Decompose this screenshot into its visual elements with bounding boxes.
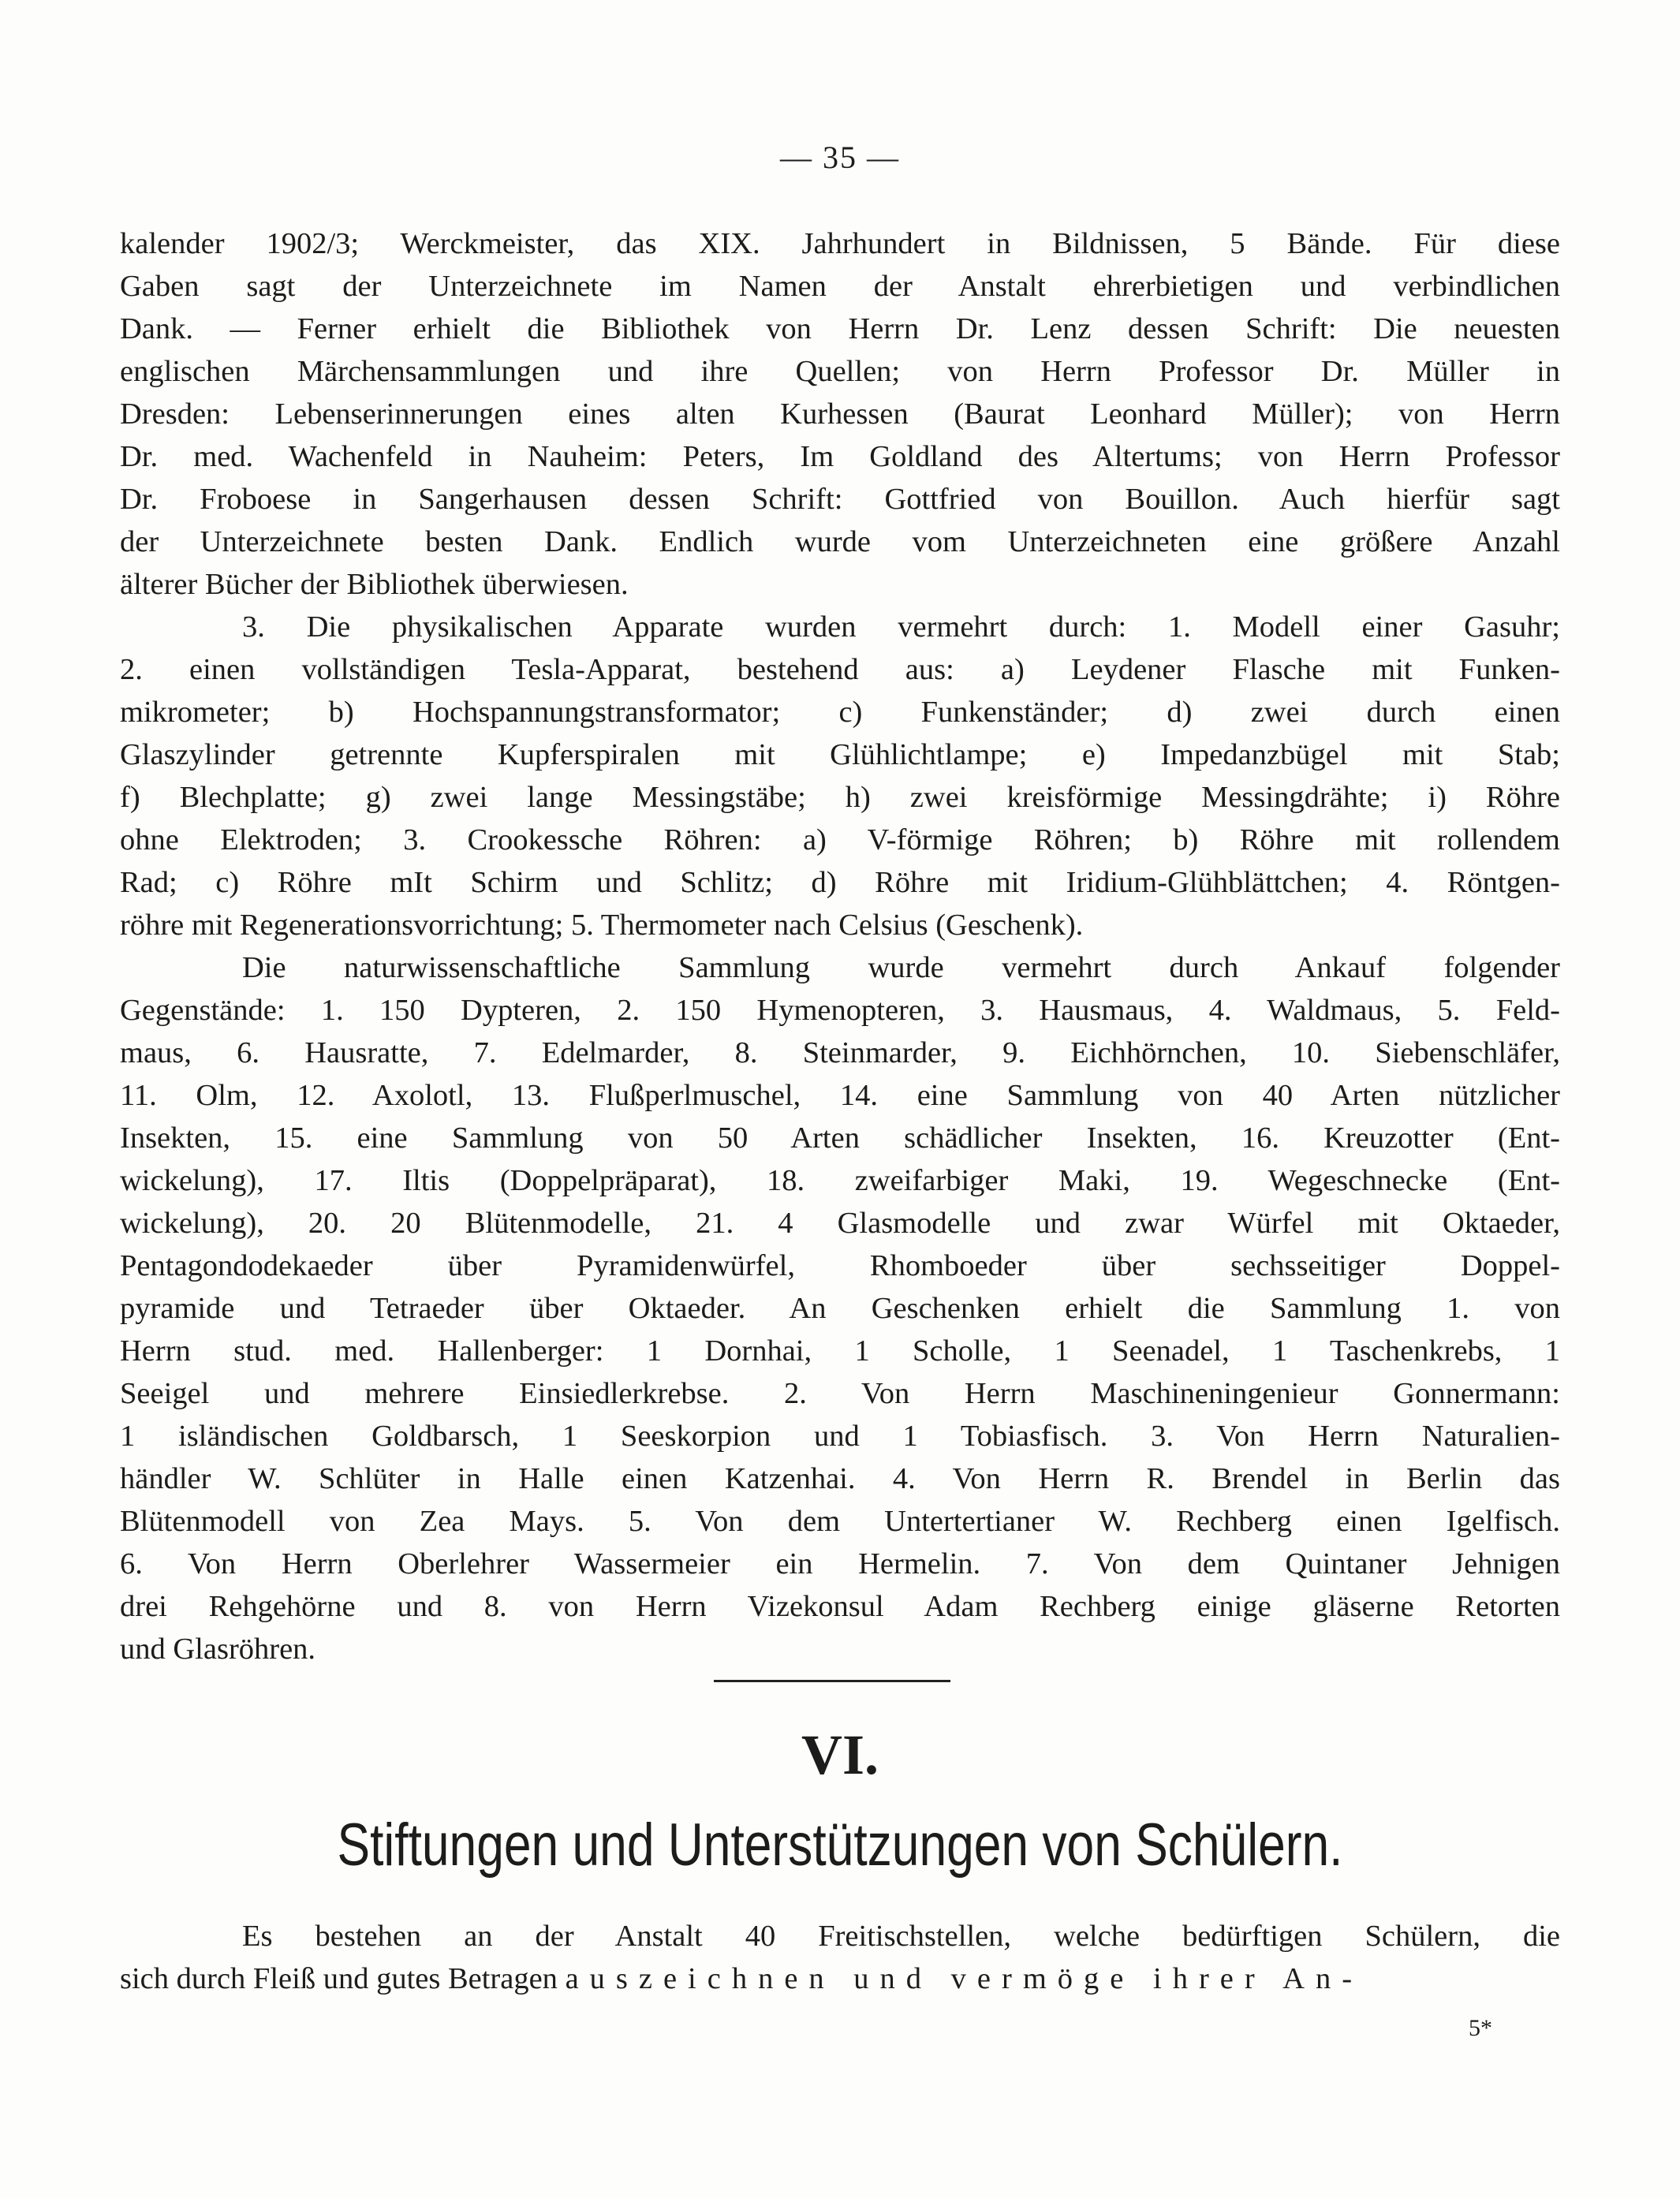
body-line: ohne Elektroden; 3. Crookessche Röhren: a) V-förmige Röhren; b) Röhre mit rollendem	[120, 823, 1560, 856]
body-line: 6. Von Herrn Oberlehrer Wassermeier ein Hermelin. 7. Von dem Quintaner Jehnigen	[120, 1547, 1560, 1580]
body-line: 11. Olm, 12. Axolotl, 13. Flußperlmuschel, 14. eine Sammlung von 40 Arten nützlicher	[120, 1079, 1560, 1112]
paragraph-start-line: Die naturwissenschaftliche Sammlung wurde vermehrt durch Ankauf folgender	[242, 951, 1560, 984]
body-line: Seeigel und mehrere Einsiedlerkrebse. 2. Von Herrn Maschineningenieur Gonnermann:	[120, 1377, 1560, 1410]
body-line: pyramide und Tetraeder über Oktaeder. An Geschenken erhielt die Sammlung 1. von	[120, 1292, 1560, 1325]
body-line: f) Blechplatte; g) zwei lange Messingstäbe; h) zwei kreisförmige Messingdrähte; i) Röhre	[120, 781, 1560, 814]
body-line: Herrn stud. med. Hallenberger: 1 Dornhai, 1 Scholle, 1 Seenadel, 1 Taschenkrebs, 1	[120, 1334, 1560, 1368]
body-line: Rad; c) Röhre mIt Schirm und Schlitz; d) Röhre mit Iridium-Glühblättchen; 4. Röntgen-	[120, 866, 1560, 899]
body-line: älterer Bücher der Bibliothek überwiesen.	[120, 568, 629, 601]
body-line: Dr. med. Wachenfeld in Nauheim: Peters, Im Goldland des Altertums; von Herrn Professor	[120, 440, 1560, 473]
body-line: röhre mit Regenerationsvorrichtung; 5. Thermometer nach Celsius (Geschenk).	[120, 909, 1084, 942]
body-line: Gegenstände: 1. 150 Dypteren, 2. 150 Hymenopteren, 3. Hausmaus, 4. Waldmaus, 5. Feld-	[120, 994, 1560, 1027]
body-line: Gaben sagt der Unterzeichnete im Namen der Anstalt ehrerbietigen und verbindlichen	[120, 270, 1560, 303]
body-line-plain: sich durch Fleiß und gutes Betragen	[120, 1962, 558, 1995]
body-line: wickelung), 20. 20 Blütenmodelle, 21. 4 Glasmodelle und zwar Würfel mit Oktaeder,	[120, 1207, 1560, 1240]
body-line: kalender 1902/3; Werckmeister, das XIX. Jahrhundert in Bildnissen, 5 Bände. Für diese	[120, 227, 1560, 260]
body-line	[120, 1957, 1560, 2000]
body-line: Dr. Froboese in Sangerhausen dessen Schrift: Gottfried von Bouillon. Auch hierfür sagt	[120, 483, 1560, 516]
signature-mark: 5*	[1469, 2015, 1492, 2041]
body-line: Glaszylinder getrennte Kupferspiralen mit Glühlichtlampe; e) Impedanzbügel mit Stab;	[120, 738, 1560, 771]
section-divider	[714, 1680, 950, 1682]
body-line: englischen Märchensammlungen und ihre Quellen; von Herrn Professor Dr. Müller in	[120, 355, 1560, 388]
body-line: mikrometer; b) Hochspannungstransformator; c) Funkenständer; d) zwei durch einen	[120, 696, 1560, 729]
section-number: VI.	[801, 1723, 879, 1786]
body-line: 1 isländischen Goldbarsch, 1 Seeskorpion und 1 Tobiasfisch. 3. Von Herrn Naturalien-	[120, 1420, 1560, 1453]
body-line: Dank. — Ferner erhielt die Bibliothek von Herrn Dr. Lenz dessen Schrift: Die neuesten	[120, 312, 1560, 345]
section-title: Stiftungen und Unterstützungen von Schülern.	[337, 1812, 1343, 1879]
body-line: Insekten, 15. eine Sammlung von 50 Arten schädlicher Insekten, 16. Kreuzotter (Ent-	[120, 1121, 1560, 1155]
body-line: händler W. Schlüter in Halle einen Katzenhai. 4. Von Herrn R. Brendel in Berlin das	[120, 1462, 1560, 1495]
body-line: und Glasröhren.	[120, 1633, 316, 1666]
body-line: wickelung), 17. Iltis (Doppelpräparat), 18. zweifarbiger Maki, 19. Wegeschnecke (Ent-	[120, 1164, 1560, 1197]
body-line: 2. einen vollständigen Tesla-Apparat, bestehend aus: a) Leydener Flasche mit Funken-	[120, 653, 1560, 686]
emphasized-text: auszeichnen und vermöge ihrer An-	[565, 1962, 1364, 1995]
body-line: Blütenmodell von Zea Mays. 5. Von dem Untertertianer W. Rechberg einen Igelfisch.	[120, 1505, 1560, 1538]
body-line: drei Rehgehörne und 8. von Herrn Vizekonsul Adam Rechberg einige gläserne Retorten	[120, 1590, 1560, 1623]
body-line: Pentagondodekaeder über Pyramidenwürfel, Rhomboeder über sechsseitiger Doppel-	[120, 1249, 1560, 1282]
body-line: der Unterzeichnete besten Dank. Endlich wurde vom Unterzeichneten eine größere Anzahl	[120, 525, 1560, 558]
paragraph-start-line: 3. Die physikalischen Apparate wurden vermehrt durch: 1. Modell einer Gasuhr;	[242, 610, 1560, 644]
page-number: — 35 —	[780, 140, 900, 175]
body-line: maus, 6. Hausratte, 7. Edelmarder, 8. Steinmarder, 9. Eichhörnchen, 10. Siebenschläfer,	[120, 1036, 1560, 1069]
paragraph-start-line: Es bestehen an der Anstalt 40 Freitischstellen, welche bedürftigen Schülern, die	[242, 1920, 1560, 1953]
body-line: Dresden: Lebenserinnerungen eines alten Kurhessen (Baurat Leonhard Müller); von Herrn	[120, 397, 1560, 431]
